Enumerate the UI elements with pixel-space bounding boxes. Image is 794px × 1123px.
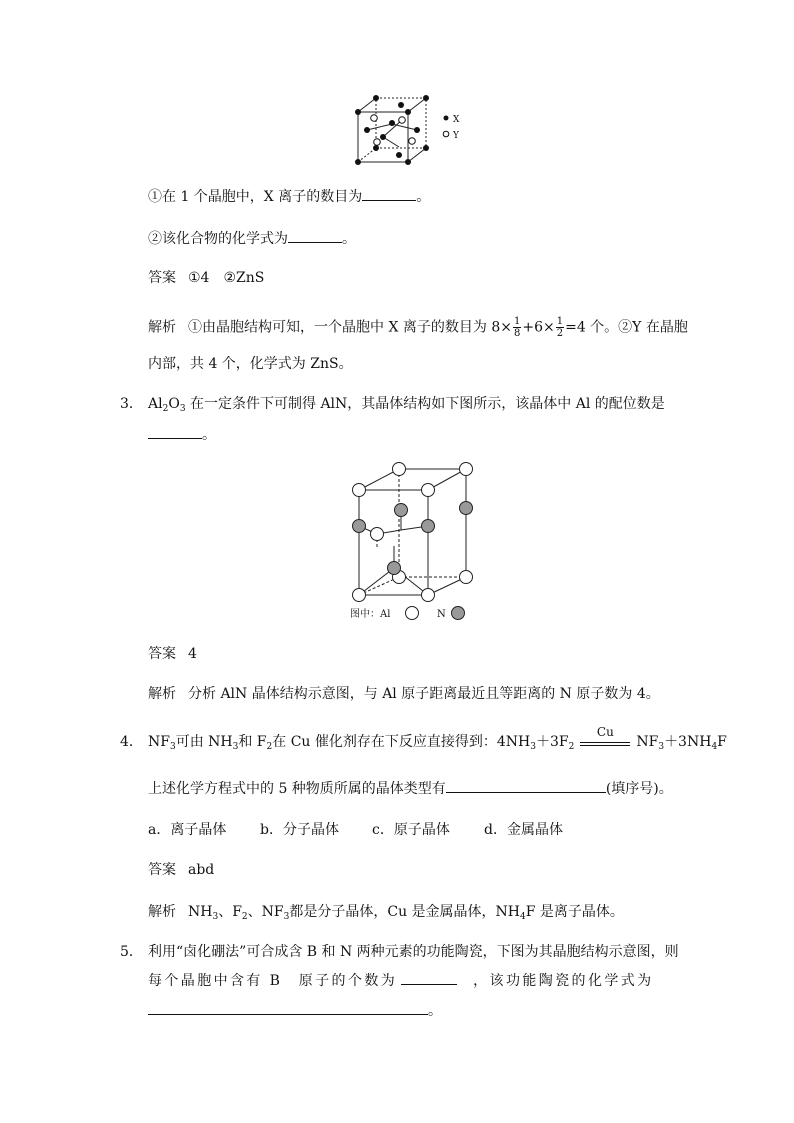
option-d[interactable]: d．金属晶体	[484, 822, 563, 838]
q4-line2: 上述化学方程式中的 5 种物质所属的晶体类型有 (填序号)。	[148, 778, 673, 799]
legend-x-label: X	[453, 115, 460, 125]
q4-answer: 答案 abd	[148, 862, 215, 878]
answer-blank[interactable]	[446, 778, 606, 793]
answer-blank[interactable]	[288, 228, 342, 243]
q4-analysis: 解析 $NH_3$、$F_2$、$NF_3$都是分子晶体，Cu 是金属晶体，$NH_4F$ 是离子晶体。	[148, 904, 624, 922]
fraction-one-half: $\frac{1}{2}$	[556, 316, 564, 339]
q3-text: 3． $Al_2O_3$ 在一定条件下可制得 AlN，其晶体结构如下图所示，该晶体中 Al 的配位数是	[120, 396, 665, 414]
q5-line3: 。	[148, 1000, 442, 1021]
q2-sub1: ①在 1 个晶胞中，X 离子的数目为 。	[148, 186, 430, 207]
q3-answer: 答案 4	[148, 646, 197, 662]
option-a[interactable]: a．离子晶体	[148, 822, 227, 838]
q4-text: 4． $NF_3$可由 $NH_3$和 $F_2$在 Cu 催化剂存在下反应直接得到：$4NH_3+3F_2$ Cu $NF_3+3NH_4F$	[120, 725, 727, 752]
zns-unit-cell-figure	[350, 94, 480, 166]
aln-legend-n: N	[437, 609, 446, 620]
q5-line1: 5． 利用“卤化硼法”可合成含 B 和 N 两种元素的功能陶瓷，下图为其晶胞结构示意图，则	[120, 944, 679, 960]
q2-sub2: ②该化合物的化学式为 。	[148, 228, 356, 249]
legend-y-label: Y	[453, 131, 459, 141]
option-b[interactable]: b．分子晶体	[260, 822, 339, 838]
answer-blank[interactable]	[148, 1000, 428, 1015]
q2-analysis-line1: 解析 ①由晶胞结构可知，一个晶胞中 X 离子的数目为 8× $\frac{1}{8}$ +6× $\frac{1}{2}$ =4 个。②Y 在晶胞	[148, 316, 688, 339]
fraction-one-eighth: $\frac{1}{8}$	[513, 316, 521, 339]
answer-blank[interactable]	[401, 970, 457, 985]
q3-blank-line: 。	[148, 424, 216, 445]
q5-line2: 每个晶胞中含有 B 原子的个数为 ，该功能陶瓷的化学式为	[148, 970, 654, 991]
q3-analysis: 解析 分析 AlN 晶体结构示意图，与 Al 原子距离最近且等距离的 N 原子数为 4。	[148, 686, 660, 702]
option-c[interactable]: c．原子晶体	[372, 822, 450, 838]
q2-answer: 答案 ①4 ②ZnS	[148, 270, 265, 286]
q4-options	[148, 820, 563, 840]
q2-analysis-line2: 内部，共 4 个，化学式为 ZnS。	[148, 356, 353, 372]
answer-blank[interactable]	[362, 186, 416, 201]
aln-structure-figure	[344, 456, 484, 626]
aln-legend-prefix: 图中：Al	[350, 609, 391, 620]
reaction-arrow-with-catalyst: Cu	[580, 732, 630, 752]
answer-blank[interactable]	[148, 424, 202, 439]
